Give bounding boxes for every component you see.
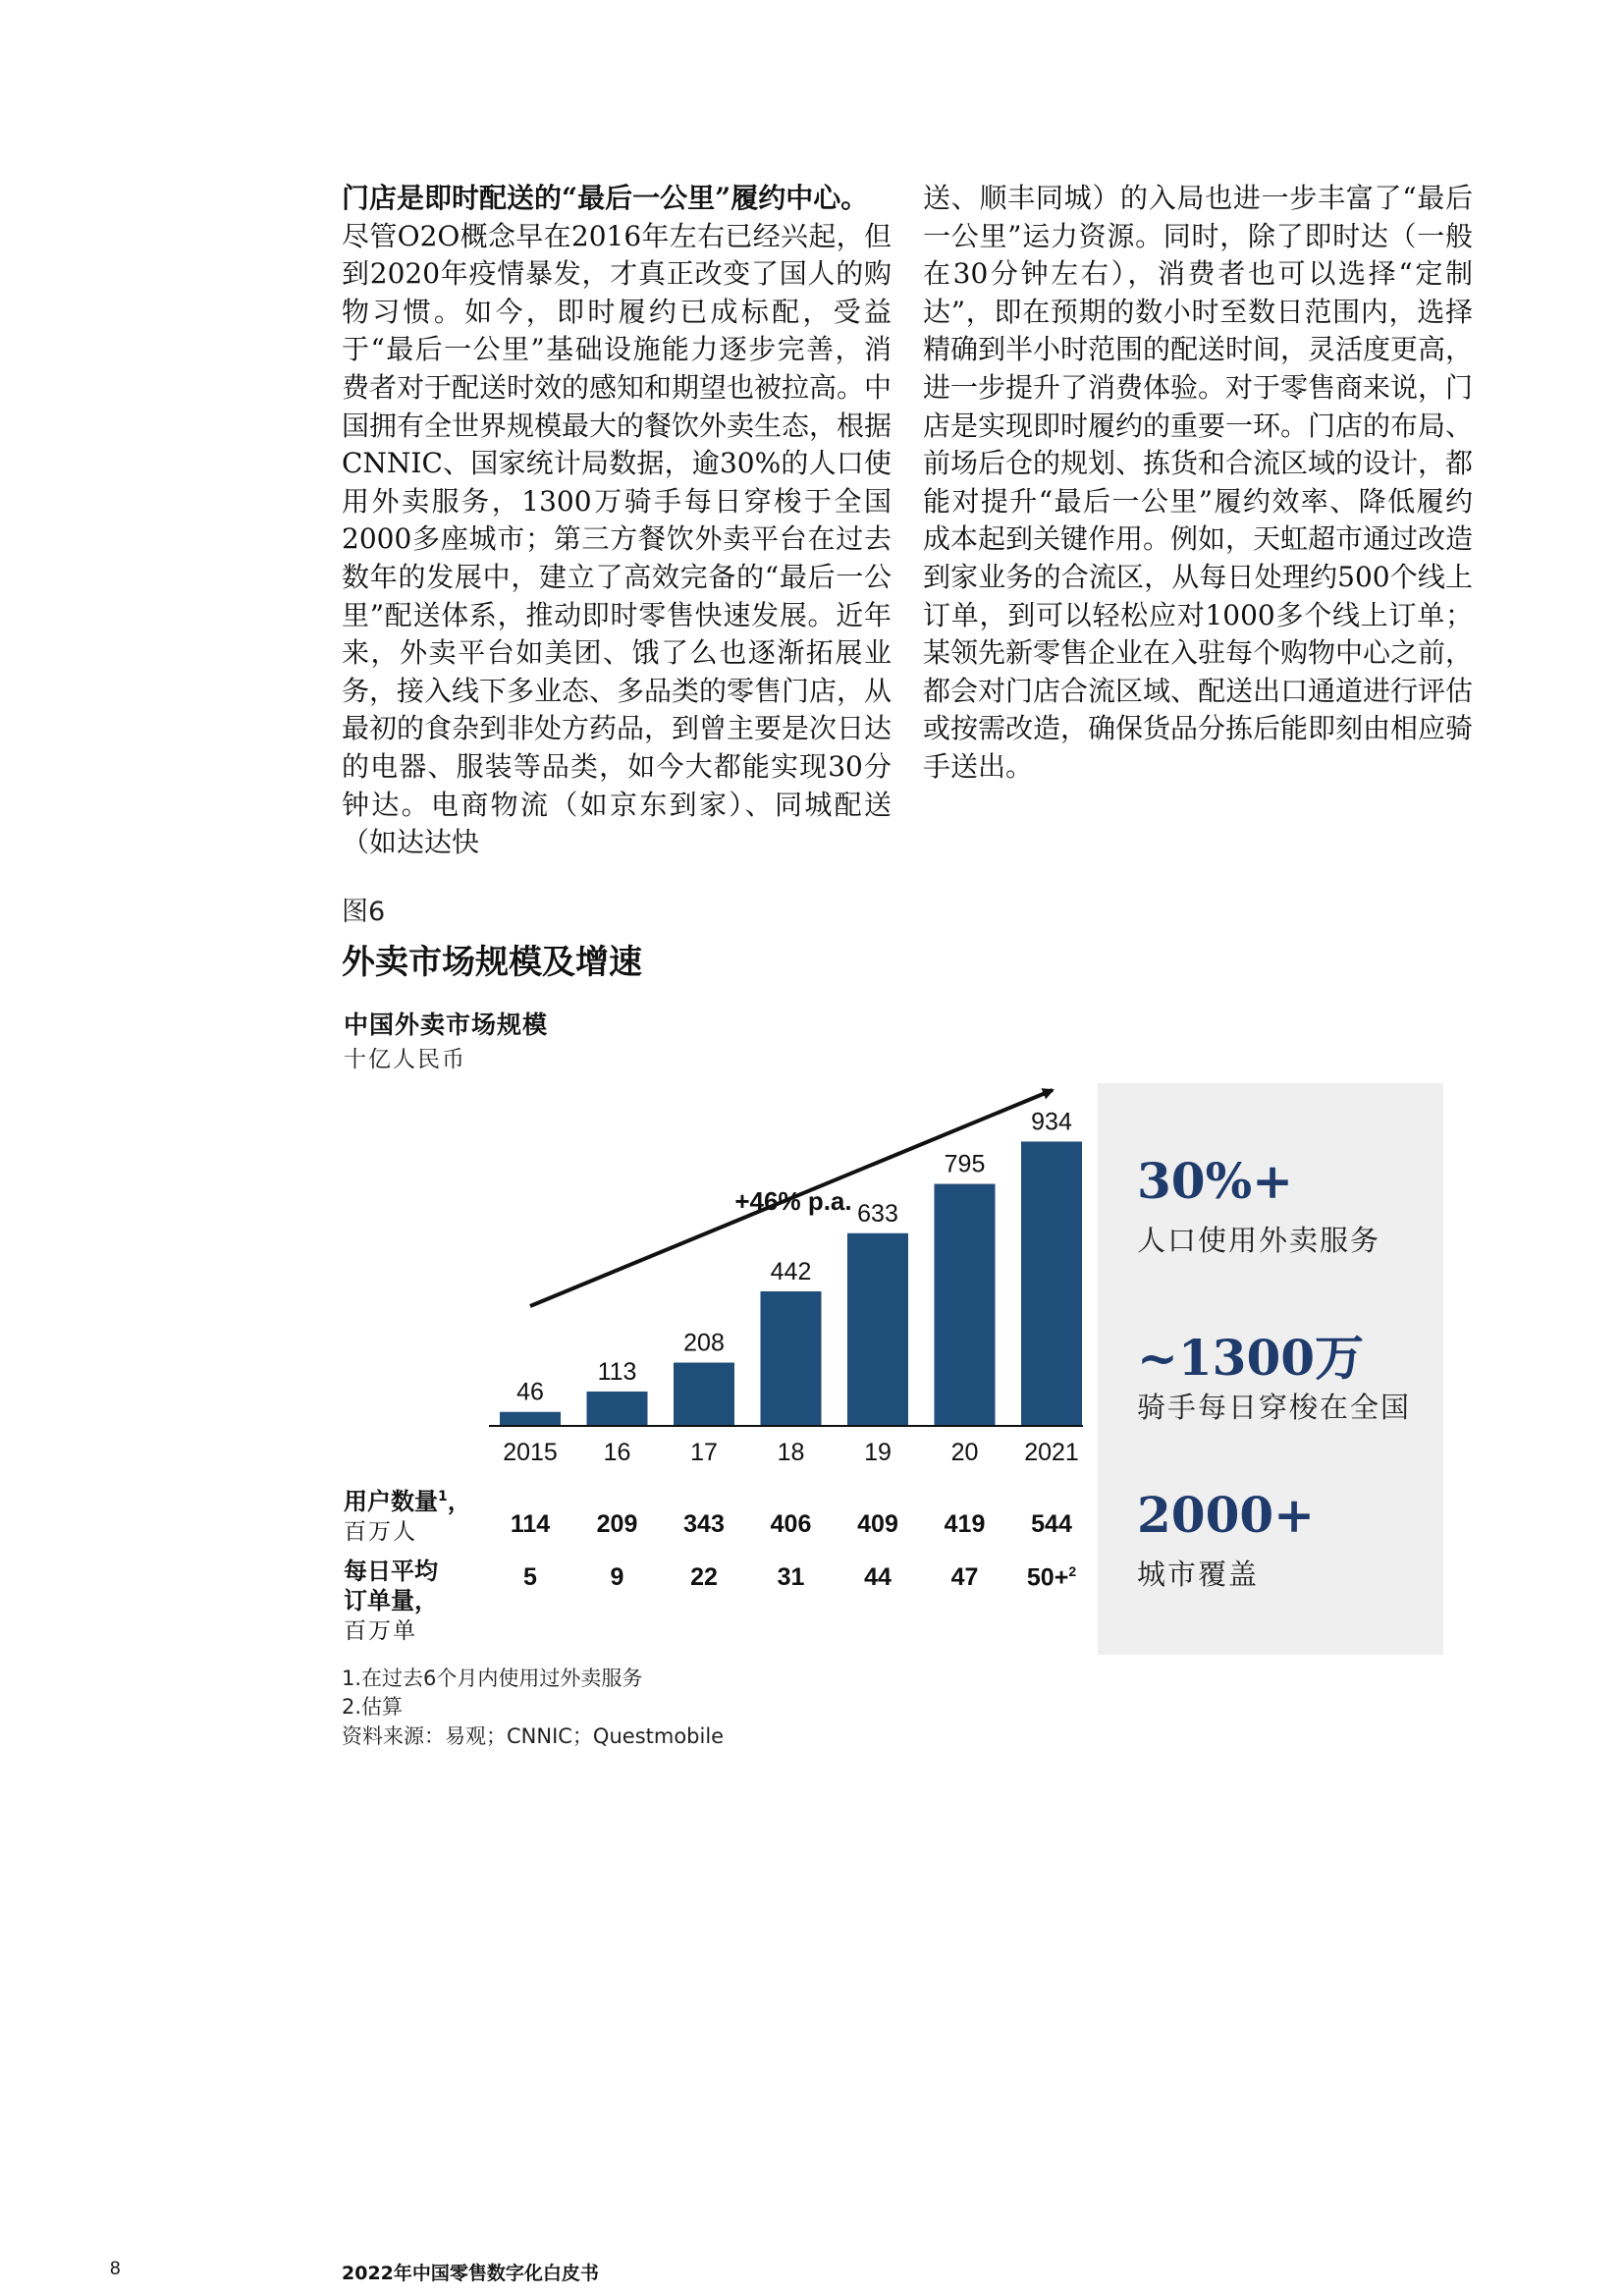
stat-label: 人口使用外卖服务 [1137,1224,1381,1257]
page-number: 8 [110,2259,121,2279]
users-value: 114 [510,1510,551,1538]
orders-value: 5 [523,1563,537,1591]
bar-18 [761,1291,822,1426]
body-paragraph-left: 尽管O2O概念早在2016年左右已经兴起，但到2020年疫情暴发，才真正改变了国人的购物习惯。如今，即时履约已成标配，受益于“最后一公里”基础设施能力逐步完善，消费者对于配送时效的感知和期望也被拉高。中国拥有全世界规模最大的餐饮外卖生态，根据CNNIC、国家统计局数据，逾30%的人口使用外卖服务，1300万骑手每日穿梭于全国2000多座城市；第三方餐饮外卖平台在过去数年的发展中，建立了高效完备的“最后一公里”配送体系，推动即时零售快速发展。近年来，外卖平台如美团、饿了么也逐渐拓展业务，接入线下多业态、多品类的零售门店，从最初的食杂到非处方药品，到曾主要是次日达的电器、服装等品类，如今大都能实现30分钟达。电商物流（如京东到家）、同城配送（如达达快 [342,219,893,859]
bar-20 [935,1184,996,1426]
stats-panel [1098,1083,1443,1655]
x-tick-label: 19 [864,1439,892,1466]
x-tick-label: 20 [950,1439,979,1466]
chart-title: 中国外卖市场规模 [344,1011,549,1039]
stat-label: 城市覆盖 [1137,1558,1260,1591]
users-row-label [344,1482,471,1547]
footnote-1: 1.在过去6个月内使用过外卖服务 [342,1667,643,1690]
bar-value-label: 113 [597,1357,637,1386]
orders-value: 22 [690,1563,718,1591]
figure-label: 图6 [342,897,386,927]
x-tick-label: 2021 [1024,1439,1079,1466]
bar-17 [674,1363,734,1426]
bar-value-label: 633 [857,1199,898,1228]
users-value: 209 [596,1510,638,1538]
users-value: 406 [770,1510,812,1538]
x-tick-label: 17 [690,1439,718,1466]
bar-2021 [1021,1141,1082,1426]
bar-value-label: 442 [770,1257,812,1285]
bar-16 [587,1392,648,1426]
bar-value-label: 934 [1031,1108,1072,1136]
orders-row-title: 每日平均订单量， [344,1558,438,1614]
footnote-ref-1: 1 [438,1489,448,1504]
orders-row-label [344,1557,452,1646]
footnote-2: 2.估算 [342,1695,404,1719]
stat-value: 30%+ [1137,1152,1293,1210]
stat-label: 骑手每日穿梭在全国 [1137,1391,1412,1424]
source-note: 资料来源：易观；CNNIC；Questmobile [342,1724,725,1748]
users-value: 419 [944,1510,986,1538]
orders-value: 47 [950,1563,979,1591]
users-value: 343 [683,1510,725,1538]
orders-value: 31 [777,1563,805,1591]
figure-title: 外卖市场规模及增速 [342,943,642,982]
x-tick-label: 16 [603,1439,631,1466]
growth-annotation: +46% p.a. [734,1186,852,1216]
users-value: 544 [1031,1510,1072,1538]
chart-unit-label: 十亿人民币 [344,1047,466,1072]
running-title: 2022年中国零售数字化白皮书 [342,2263,599,2284]
stat-value: ~1300万 [1137,1329,1365,1387]
footnote-ref-2: 2 [1068,1563,1077,1579]
bar-value-label: 46 [516,1378,544,1406]
orders-value: 9 [610,1563,624,1591]
users-row-title: 用户数量 [344,1488,438,1515]
bar-value-label: 208 [683,1329,725,1357]
orders-value: 44 [864,1563,892,1591]
stat-value: 2000+ [1137,1486,1316,1544]
users-row-unit: 百万人 [344,1519,417,1545]
users-value: 409 [857,1510,898,1538]
section-lead: 门店是即时配送的“最后一公里”履约中心。 [342,182,869,214]
bar-19 [847,1233,908,1426]
users-row-suffix: ， [447,1488,471,1515]
orders-row-unit: 百万单 [344,1618,417,1644]
body-paragraph-right: 送、顺丰同城）的入局也进一步丰富了“最后一公里”运力资源。同时，除了即时达（一般在30分钟左右），消费者也可以选择“定制达”，即在预期的数小时至数日范围内，选择精确到半小时范围的配送时间，灵活度更高，进一步提升了消费体验。对于零售商来说，门店是实现即时履约的重要一环。门店的布局、前场后仓的规划、拣货和合流区域的设计，都能对提升“最后一公里”履约效率、降低履约成本起到关键作用。例如，天虹超市通过改造到家业务的合流区，从每日处理约500个线上订单，到可以轻松应对1000多个线上订单；某领先新零售企业在入驻每个购物中心之前，都会对门店合流区域、配送出口通道进行评估或按需改造，确保货品分拣后能即刻由相应骑手送出。 [923,182,1474,783]
x-tick-label: 2015 [503,1439,558,1466]
bar-value-label: 795 [944,1150,986,1178]
bar-2015 [500,1412,561,1426]
x-tick-label: 18 [777,1439,805,1466]
orders-value: 50+$^2$ [1026,1563,1077,1592]
